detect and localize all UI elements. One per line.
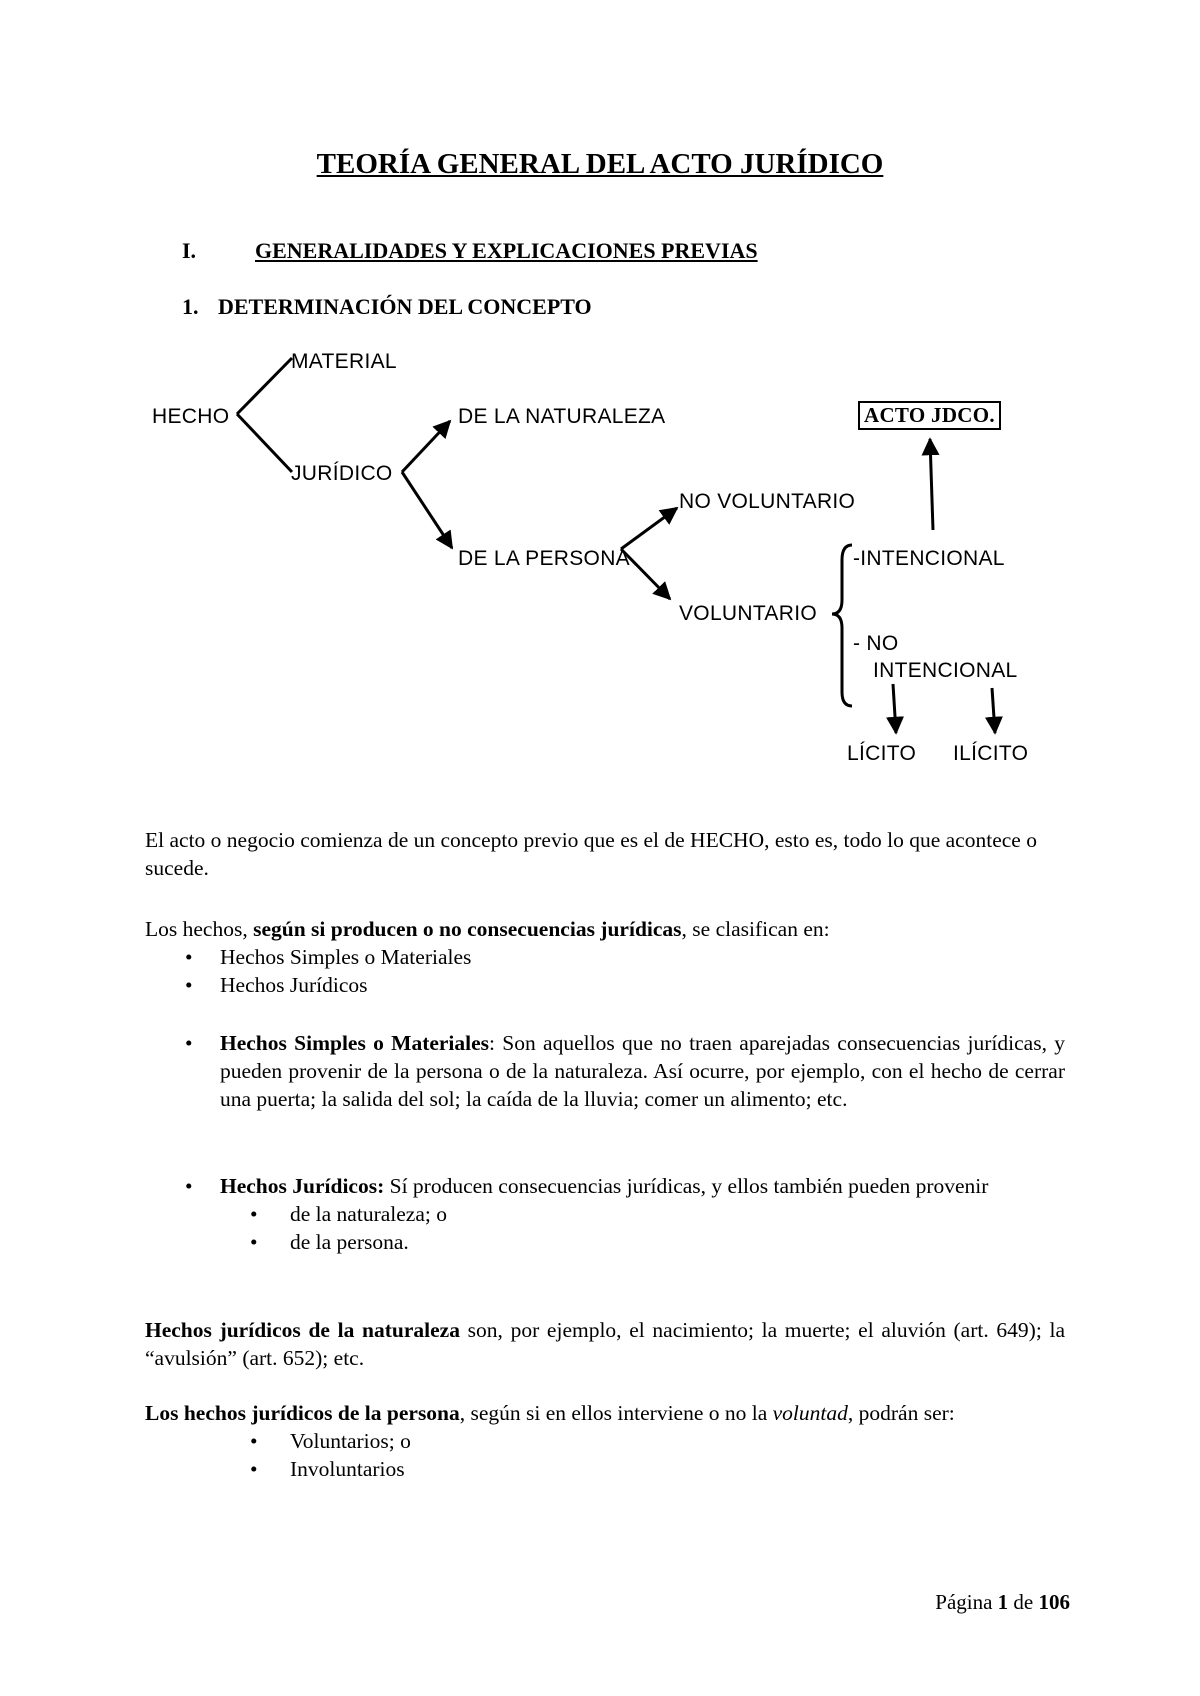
section-number: I.: [182, 238, 197, 263]
list-item: • Voluntarios; o: [145, 1427, 1065, 1455]
node-voluntario: VOLUNTARIO: [679, 602, 817, 625]
section-heading: GENERALIDADES Y EXPLICACIONES PREVIAS: [255, 238, 758, 263]
node-juridico: JURÍDICO: [291, 462, 393, 485]
classification-list: [145, 943, 1065, 999]
list-item: • Involuntarios: [145, 1455, 1065, 1483]
node-ilicito: ILÍCITO: [953, 742, 1029, 765]
node-persona: DE LA PERSONA: [458, 547, 630, 570]
page-total: 106: [1038, 1590, 1070, 1614]
naturaleza-text: son, por ejemplo, el nacimiento; la muerte; el aluvión (art. 649); la “avulsión” (art. 652); etc.: [145, 1318, 1065, 1370]
node-no-voluntario: NO VOLUNTARIO: [679, 490, 856, 513]
persona-list: [145, 1427, 1065, 1483]
classification-post: , se clasifican en:: [681, 917, 830, 941]
arrow-ilicito: [992, 688, 995, 733]
juridicos-definition: Sí producen consecuencias jurídicas, y ellos también pueden provenir: [384, 1174, 989, 1198]
paragraph-naturaleza: [145, 1316, 1065, 1372]
arrow-licito: [893, 684, 896, 733]
page-current: 1: [997, 1590, 1009, 1614]
bracket-voluntario: [832, 545, 852, 706]
node-hecho: HECHO: [152, 405, 230, 428]
node-material: MATERIAL: [291, 350, 397, 373]
node-no-label: - NO: [853, 632, 899, 655]
page-prefix: Página: [935, 1590, 998, 1614]
classification-bold: según si producen o no consecuencias jurídicas: [253, 917, 682, 941]
list-item: • de la naturaleza; o: [145, 1200, 1065, 1228]
juridicos-term: Hechos Jurídicos:: [220, 1174, 385, 1198]
node-intencional: -INTENCIONAL: [853, 547, 1005, 570]
page-mid: de: [1008, 1590, 1039, 1614]
paragraph-intro: El acto o negocio comienza de un concepto previo que es el de HECHO, esto es, todo lo que acontece o sucede.: [145, 828, 1037, 880]
line-hecho-material: [237, 358, 292, 414]
classification-pre: Los hechos,: [145, 917, 254, 941]
line-hecho-juridico: [237, 414, 292, 472]
node-naturaleza: DE LA NATURALEZA: [458, 405, 666, 428]
diagram-lines: [0, 0, 1200, 790]
persona-text-2: , podrán ser:: [847, 1401, 955, 1425]
subsection-number: 1.: [182, 294, 199, 319]
list-item: • Hechos Jurídicos: [145, 971, 1065, 999]
juridicos-sublist: [145, 1200, 1065, 1256]
arrow-no-voluntario: [621, 508, 677, 549]
paragraph-persona: [145, 1399, 1065, 1483]
simples-definition: : Son aquellos que no traen aparejadas consecuencias jurídicas, y pueden provenir de la persona o de la naturaleza. Así ocurre, por ejemplo, con el hecho de cerrar una puerta; la salida del sol; la caída de la lluvia; comer un alimento; etc.: [220, 1031, 1065, 1111]
node-acto-jdco: ACTO JDCO.: [858, 401, 1001, 430]
arrow-naturaleza: [402, 421, 450, 472]
persona-italic: voluntad: [772, 1401, 848, 1425]
paragraph-classification: [145, 915, 1065, 999]
node-licito: LÍCITO: [847, 742, 917, 765]
naturaleza-term: Hechos jurídicos de la naturaleza: [145, 1318, 460, 1342]
persona-term: Los hechos jurídicos de la persona: [145, 1401, 460, 1425]
subsection-heading: DETERMINACIÓN DEL CONCEPTO: [218, 294, 592, 319]
page-indicator: [935, 1590, 1070, 1615]
list-item: • de la persona.: [145, 1228, 1065, 1256]
bullet-hechos-juridicos: [145, 1172, 1065, 1256]
page-title: TEORÍA GENERAL DEL ACTO JURÍDICO: [316, 148, 884, 180]
node-no-intencional: INTENCIONAL: [873, 659, 1018, 682]
arrow-persona: [402, 472, 452, 548]
list-item: • Hechos Simples o Materiales: [145, 943, 1065, 971]
persona-text-1: , según si en ellos interviene o no la: [459, 1401, 773, 1425]
bullet-hechos-simples: [145, 1029, 1065, 1113]
arrow-acto-jdco: [930, 439, 933, 530]
simples-term: Hechos Simples o Materiales: [220, 1031, 490, 1055]
